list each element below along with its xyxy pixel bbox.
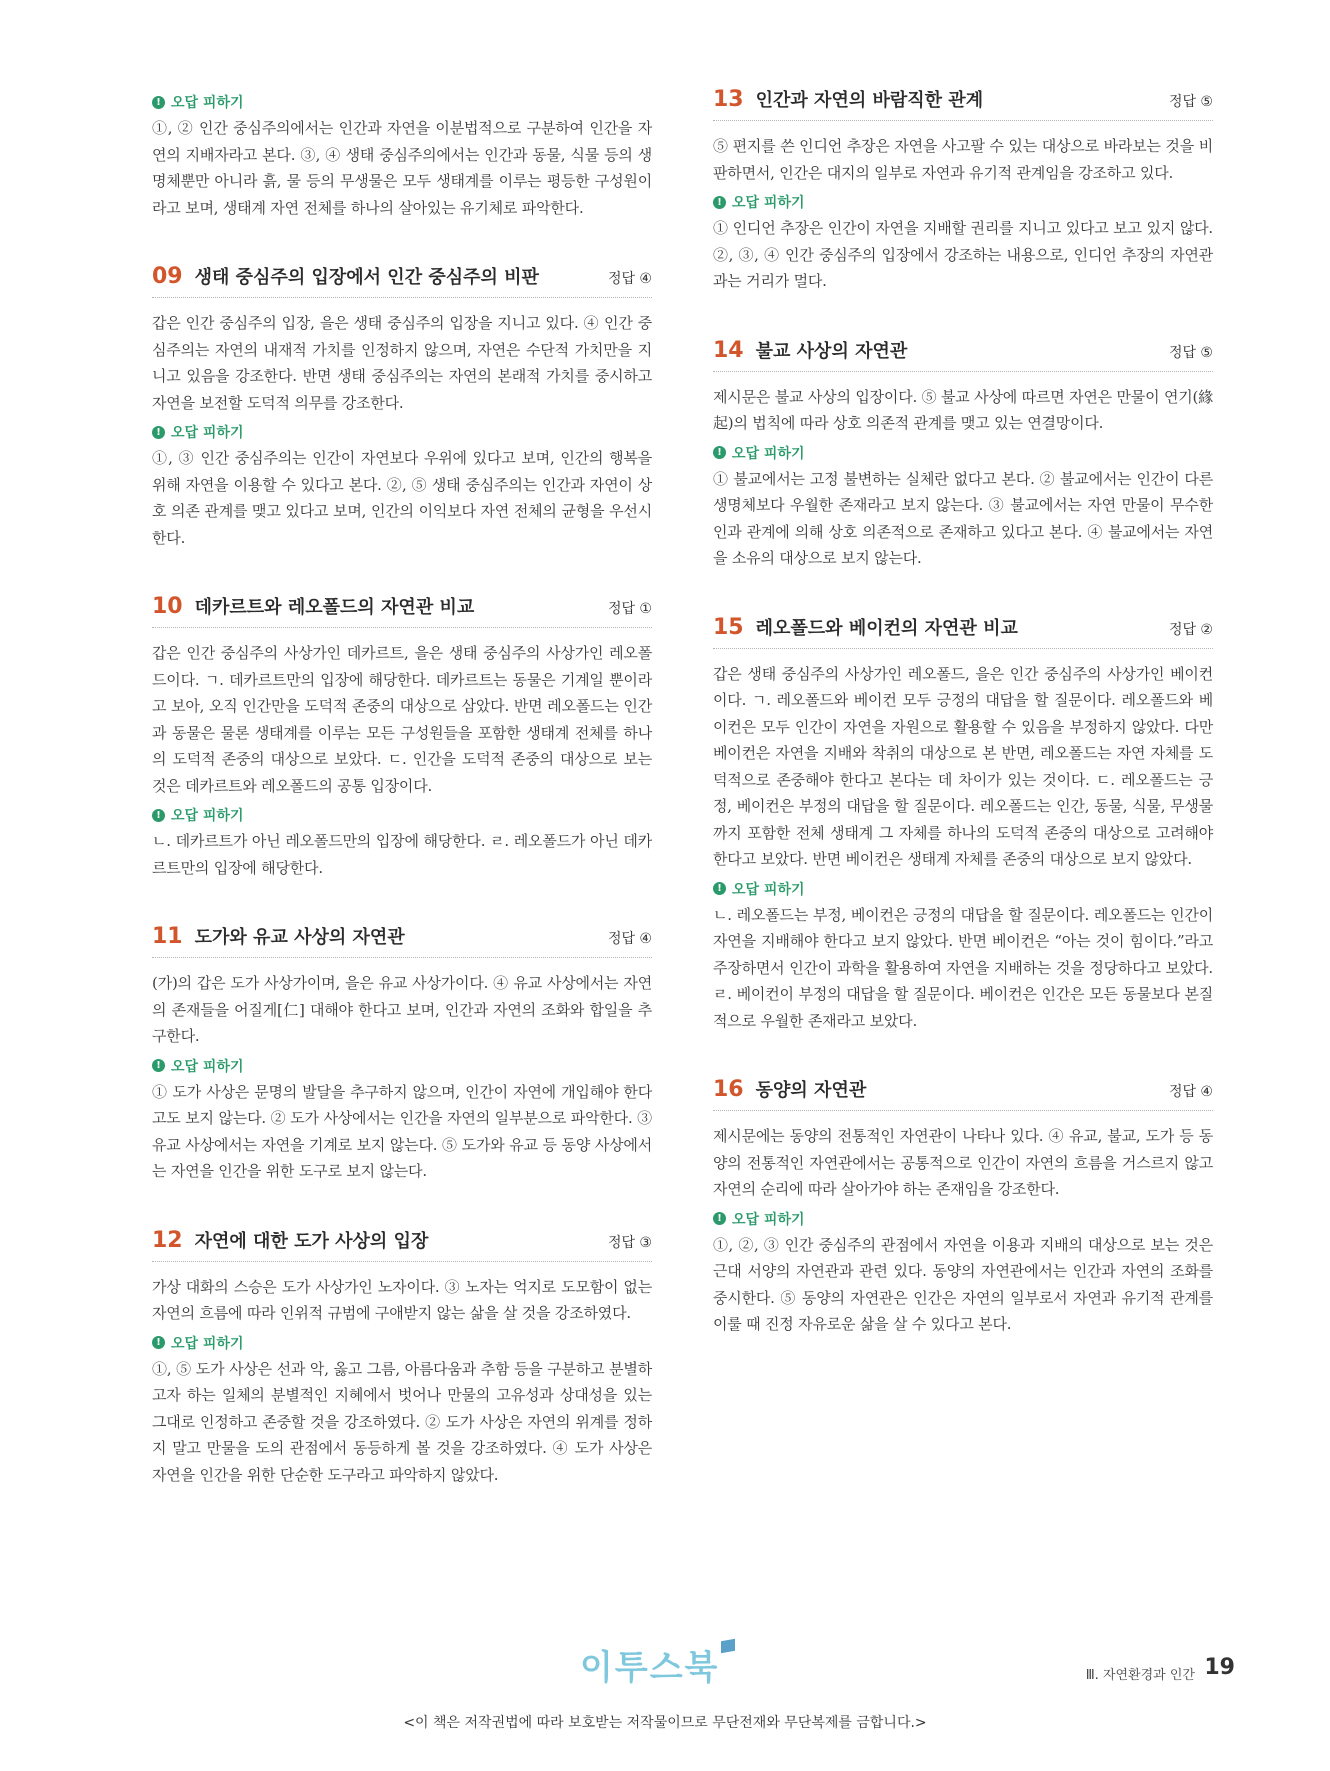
left-column — [152, 86, 652, 1488]
tip-heading — [152, 1333, 652, 1353]
section-16 — [713, 1076, 1213, 1338]
tip-heading — [152, 92, 652, 112]
tip-text: ① 도가 사상은 문명의 발달을 추구하지 않으며, 인간이 자연에 개입해야 한다고도 보지 않는다. ② 도가 사상에서는 인간을 자연의 일부분으로 파악한다. ③ 유교 사상에서는 자연을 기계로 보지 않는다. ⑤ 도가와 유교 등 동양 사상에서는 자연을 인간을 위한 도구로 보지 않는다. — [152, 1082, 652, 1180]
section-title: 인간과 자연의 바람직한 관계 — [755, 90, 984, 111]
answer-label: 정답 ⑤ — [1168, 94, 1213, 110]
tip-label: 오답 피하기 — [732, 1211, 805, 1228]
section-body: 갑은 생태 중심주의 사상가인 레오폴드, 을은 인간 중심주의 사상가인 베이컨이다. ㄱ. 레오폴드와 베이컨 모두 긍정의 대답을 할 질문이다. 레오폴드와 베이컨은 모두 인간이 자연을 자원으로 활용할 수 있음을 부정하지 않았다. 다만 베이컨은 자연을 지배와 착취의 대상으로 본 반면, 레오폴드는 자연 자체를 도덕적으로 존중해야 한다고 본다는 데 차이가 있는 것이다. ㄷ. 레오폴드는 긍정, 베이컨은 부정의 대답을 할 질문이다. 레오폴드는 인간, 동물, 식물, 무생물까지 포함한 전체 생태계 그 자체를 하나의 도덕적 존중의 대상으로 고려해야 한다고 보았다. 반면 베이컨은 생태계 자체를 존중의 대상으로 보지 않았다. — [713, 664, 1213, 868]
tip-label: 오답 피하기 — [732, 881, 805, 898]
intro-section — [152, 92, 652, 221]
tip-text: ① 인디언 추장은 인간이 자연을 지배할 권리를 지니고 있다고 보고 있지 않다. ②, ③, ④ 인간 중심주의 입장에서 강조하는 내용으로, 인디언 추장의 자연관과는 거리가 멀다. — [713, 219, 1213, 290]
answer-label: 정답 ④ — [607, 271, 652, 287]
exclamation-icon: ! — [713, 446, 726, 459]
section-number: 16 — [713, 1077, 744, 1102]
tip-text: ㄴ. 데카르트가 아닌 레오폴드만의 입장에 해당한다. ㄹ. 레오폴드가 아닌 데카르트만의 입장에 해당한다. — [152, 832, 652, 877]
page-number: 19 — [1204, 1655, 1235, 1680]
section-header — [152, 593, 652, 628]
section-10 — [152, 593, 652, 881]
section-15 — [713, 614, 1213, 1035]
tip-heading — [713, 443, 1213, 463]
section-number: 09 — [152, 264, 183, 289]
section-header — [152, 1227, 652, 1262]
tip-label: 오답 피하기 — [171, 1058, 244, 1075]
section-title: 생태 중심주의 입장에서 인간 중심주의 비판 — [194, 267, 539, 288]
section-09 — [152, 263, 652, 551]
right-column — [713, 86, 1213, 1338]
tip-text: ①, ③ 인간 중심주의는 인간이 자연보다 우위에 있다고 보며, 인간의 행복을 위해 자연을 이용할 수 있다고 본다. ②, ⑤ 생태 중심주의는 인간과 자연이 상호 의존 관계를 맺고 있다고 보며, 인간의 이익보다 자연 전체의 균형을 우선시한다. — [152, 449, 652, 547]
tip-heading — [152, 1056, 652, 1076]
answer-label: 정답 ④ — [1168, 1084, 1213, 1100]
section-body: 갑은 인간 중심주의 사상가인 데카르트, 을은 생태 중심주의 사상가인 레오폴드이다. ㄱ. 데카르트만의 입장에 해당한다. 데카르트는 동물은 기계일 뿐이라고 보아, 오직 인간만을 도덕적 존중의 대상으로 삼았다. 반면 레오폴드는 인간과 동물은 물론 생태계를 이루는 모든 구성원들을 포함한 생태계 전체를 하나의 도덕적 존중의 대상으로 보았다. ㄷ. 인간을 도덕적 존중의 대상으로 보는 것은 데카르트와 레오폴드의 공통 입장이다. — [152, 644, 652, 795]
section-number: 13 — [713, 87, 744, 112]
section-body: (가)의 갑은 도가 사상가이며, 을은 유교 사상가이다. ④ 유교 사상에서는 자연의 존재들을 어질게[仁] 대해야 한다고 보며, 인간과 자연의 조화와 합일을 추구한다. — [152, 974, 652, 1045]
section-header — [152, 263, 652, 298]
section-body: 가상 대화의 스승은 도가 사상가인 노자이다. ③ 노자는 억지로 도모함이 없는 자연의 흐름에 따라 인위적 규범에 구애받지 않는 삶을 살 것을 강조하였다. — [152, 1277, 652, 1322]
tip-text: ①, ② 인간 중심주의에서는 인간과 자연을 이분법적으로 구분하여 인간을 자연의 지배자라고 본다. ③, ④ 생태 중심주의에서는 인간과 동물, 식물 등의 생명체뿐만 아니라 흙, 물 등의 무생물은 모두 생태계를 이루는 평등한 구성원이라고 보며, 생태계 자연 전체를 하나의 살아있는 유기체로 파악한다. — [152, 119, 652, 217]
section-title: 데카르트와 레오폴드의 자연관 비교 — [194, 597, 475, 618]
section-body: 갑은 인간 중심주의 입장, 을은 생태 중심주의 입장을 지니고 있다. ④ 인간 중심주의는 자연의 내재적 가치를 인정하지 않으며, 자연은 수단적 가치만을 지니고 있음을 강조한다. 반면 생태 중심주의는 자연의 본래적 가치를 중시하고 자연을 보전할 도덕적 의무를 강조한다. — [152, 314, 652, 412]
section-12 — [152, 1227, 652, 1489]
exclamation-icon: ! — [713, 196, 726, 209]
section-header — [152, 923, 652, 958]
section-13 — [713, 86, 1213, 295]
tip-heading — [152, 805, 652, 825]
section-number: 10 — [152, 594, 183, 619]
exclamation-icon: ! — [152, 1059, 165, 1072]
section-number: 11 — [152, 924, 183, 949]
tip-label: 오답 피하기 — [732, 445, 805, 462]
section-body: ⑤ 편지를 쓴 인디언 추장은 자연을 사고팔 수 있는 대상으로 바라보는 것을 비판하면서, 인간은 대지의 일부로 자연과 유기적 관계임을 강조하고 있다. — [713, 137, 1213, 182]
tip-label: 오답 피하기 — [171, 95, 244, 111]
exclamation-icon: ! — [713, 1212, 726, 1225]
book-icon — [721, 1639, 735, 1653]
answer-label: 정답 ⑤ — [1168, 344, 1213, 361]
section-number: 15 — [713, 614, 744, 640]
exclamation-icon: ! — [152, 1336, 165, 1349]
tip-heading — [713, 192, 1213, 212]
exclamation-icon: ! — [152, 809, 165, 822]
copyright-notice: <이 책은 저작권법에 따라 보호받는 저작물이므로 무단전재와 무단복제를 금합니다.> — [403, 1715, 927, 1731]
publisher-logo — [580, 1640, 735, 1689]
answer-label: 정답 ③ — [607, 1234, 652, 1251]
section-body: 제시문에는 동양의 전통적인 자연관이 나타나 있다. ④ 유교, 불교, 도가 등 동양의 전통적인 자연관에서는 공통적으로 인간이 자연의 흐름을 거스르지 않고 자연의 순리에 따라 살아가야 하는 존재임을 강조한다. — [713, 1127, 1213, 1198]
tip-heading — [713, 879, 1213, 899]
tip-text: ① 불교에서는 고정 불변하는 실체란 없다고 본다. ② 불교에서는 인간이 다른 생명체보다 우월한 존재라고 보지 않는다. ③ 불교에서는 자연 만물이 무수한 인과 관계에 의해 상호 의존적으로 존재하고 있다고 본다. ④ 불교에서는 자연을 소유의 대상으로 보지 않는다. — [713, 469, 1213, 567]
tip-text: ㄴ. 레오폴드는 부정, 베이컨은 긍정의 대답을 할 질문이다. 레오폴드는 인간이 자연을 지배해야 한다고 보지 않았다. 반면 베이컨은 “아는 것이 힘이다.”라고 주장하면서 인간이 과학을 활용하여 자연을 지배하는 것을 정당하다고 보았다. ㄹ. 베이컨이 부정의 대답을 할 질문이다. 베이컨은 인간은 모든 동물보다 본질적으로 우월한 존재라고 보았다. — [713, 905, 1213, 1030]
section-14 — [713, 337, 1213, 572]
exclamation-icon: ! — [152, 426, 165, 439]
section-header — [713, 337, 1213, 372]
tip-label: 오답 피하기 — [171, 425, 244, 441]
section-title: 자연에 대한 도가 사상의 입장 — [194, 1230, 429, 1252]
exclamation-icon: ! — [713, 882, 726, 895]
section-header — [713, 1076, 1213, 1111]
section-header — [713, 86, 1213, 121]
section-title: 레오폴드와 베이컨의 자연관 비교 — [755, 617, 1018, 639]
logo-text: 이투스북 — [580, 1648, 720, 1688]
tip-heading — [152, 422, 652, 442]
section-title: 불교 사상의 자연관 — [755, 340, 908, 362]
section-title: 도가와 유교 사상의 자연관 — [194, 927, 405, 948]
tip-heading — [713, 1209, 1213, 1229]
section-body: 제시문은 불교 사상의 입장이다. ⑤ 불교 사상에 따르면 자연은 만물이 연기(緣起)의 법칙에 따라 상호 의존적 관계를 맺고 있는 연결망이다. — [713, 387, 1213, 432]
section-number: 14 — [713, 337, 744, 363]
section-number: 12 — [152, 1227, 183, 1253]
section-title: 동양의 자연관 — [755, 1080, 867, 1101]
answer-label: 정답 ④ — [607, 931, 652, 947]
tip-label: 오답 피하기 — [732, 195, 805, 211]
chapter-label: Ⅲ. 자연환경과 인간 — [1085, 1668, 1195, 1683]
exclamation-icon: ! — [152, 96, 165, 109]
tip-text: ①, ②, ③ 인간 중심주의 관점에서 자연을 이용과 지배의 대상으로 보는 것은 근대 서양의 자연관과 관련 있다. 동양의 자연관에서는 인간과 자연의 조화를 중시한다. ⑤ 동양의 자연관은 인간은 자연의 일부로서 자연과 유기적 관계를 이룰 때 진정 자유로운 삶을 살 수 있다고 본다. — [713, 1235, 1213, 1333]
tip-label: 오답 피하기 — [171, 808, 244, 824]
answer-label: 정답 ① — [607, 601, 652, 617]
section-11 — [152, 923, 652, 1185]
section-header — [713, 614, 1213, 649]
tip-text: ①, ⑤ 도가 사상은 선과 악, 옳고 그름, 아름다움과 추함 등을 구분하고 분별하고자 하는 일체의 분별적인 지혜에서 벗어나 만물의 고유성과 상대성을 있는 그대로 인정하고 존중할 것을 강조하였다. ② 도가 사상은 자연의 위계를 정하지 말고 만물을 도의 관점에서 동등하게 볼 것을 강조하였다. ④ 도가 사상은 자연을 인간을 위한 단순한 도구라고 파악하지 않았다. — [152, 1359, 652, 1484]
answer-label: 정답 ② — [1168, 621, 1213, 638]
tip-label: 오답 피하기 — [171, 1335, 244, 1352]
